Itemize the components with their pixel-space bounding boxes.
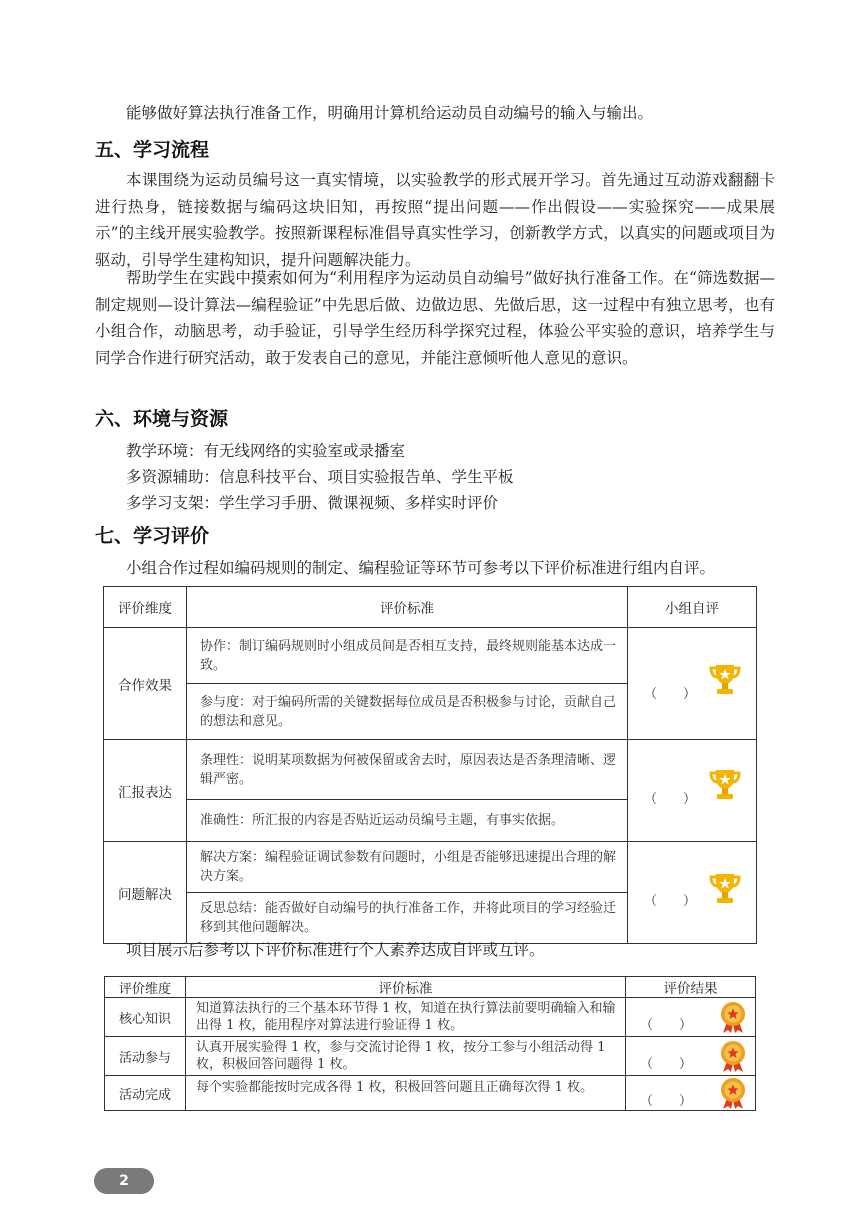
resource-line-scaffold: 多学习支架：学生学习手册、微课视频、多样实时评价 [126, 494, 499, 512]
score-blank: （ ） [644, 687, 697, 702]
criteria-cell: 知道算法执行的三个基本环节得 1 枚，知道在执行算法前要明确输入和输出得 1 枚，能用程序对算法进行验证得 1 枚。 [186, 998, 626, 1037]
criteria-cell: 解决方案：编程验证调试参数有问题时，小组是否能够迅速提出合理的解决方案。 [187, 842, 628, 893]
dimension-cell: 问题解决 [104, 842, 187, 944]
score-blank: （ ） [644, 894, 697, 909]
table-row [104, 842, 757, 893]
table-header-dimension: 评价维度 [105, 977, 186, 998]
table-row [105, 998, 756, 1037]
result-cell [626, 1037, 756, 1076]
trophy-icon [708, 662, 742, 698]
resource-line-assist: 多资源辅助：信息科技平台、项目实验报告单、学生平板 [126, 468, 514, 486]
result-cell [626, 998, 756, 1037]
table-row [104, 628, 757, 684]
table-header-result: 评价结果 [626, 977, 756, 998]
criteria-cell: 协作：制订编码规则时小组成员间是否相互支持，最终规则能基本达成一致。 [187, 628, 628, 684]
criteria-cell: 反思总结：能否做好自动编号的执行准备工作，并将此项目的学习经验迁移到其他问题解决。 [187, 893, 628, 944]
trophy-icon [708, 767, 742, 803]
intro-paragraph: 能够做好算法执行准备工作，明确用计算机给运动员自动编号的输入与输出。 [126, 104, 654, 122]
section-5-paragraph-2: 帮助学生在实践中摸索如何为“利用程序为运动员自动编号”做好执行准备工作。在“筛选数据—制定规则—设计算法—编程验证”中先思后做、边做边思、先做后思，这一过程中有独立思考，也有小组合作，动脑思考，动手验证，引导学生经历科学探究过程，体验公平实验的意识，培养学生与同学合作进行研究活动，敢于发表自己的意见，并能注意倾听他人意见的意识。 [95, 269, 775, 367]
table-header-criteria: 评价标准 [187, 587, 628, 628]
medal-icon [718, 1076, 748, 1110]
score-blank: （ ） [644, 792, 697, 807]
table-header-criteria: 评价标准 [186, 977, 626, 998]
group-evaluation-table [103, 586, 757, 944]
evaluation-intro: 小组合作过程如编码规则的制定、编程验证等环节可参考以下评价标准进行组内自评。 [126, 559, 716, 577]
table-header-row [104, 587, 757, 628]
self-eval-cell [628, 740, 757, 842]
trophy-icon [708, 871, 742, 907]
score-blank: （ ） [640, 1057, 693, 1072]
criteria-cell: 准确性：所汇报的内容是否贴近运动员编号主题，有事实依据。 [187, 800, 628, 842]
self-eval-cell [628, 842, 757, 944]
table-header-row [105, 977, 756, 998]
dimension-cell: 活动参与 [105, 1037, 186, 1076]
section-7-heading: 七、学习评价 [95, 525, 210, 547]
page-number-badge: 2 [94, 1168, 154, 1194]
self-eval-cell [628, 628, 757, 740]
dimension-cell: 合作效果 [104, 628, 187, 740]
medal-icon [718, 1039, 748, 1073]
dimension-cell: 汇报表达 [104, 740, 187, 842]
section-5-paragraph-1: 本课围绕为运动员编号这一真实情境，以实验教学的形式展开学习。首先通过互动游戏翻翻卡进行热身，链接数据与编码这块旧知，再按照“提出问题——作出假设——实验探究——成果展示”的主线开展实验教学。按照新课程标准倡导真实性学习，创新教学方式，以真实的问题或项目为驱动，引导学生建构知识，提升问题解决能力。 [95, 171, 775, 269]
section-6-heading: 六、环境与资源 [95, 408, 229, 430]
table-header-self-eval: 小组自评 [628, 587, 757, 628]
criteria-cell: 条理性：说明某项数据为何被保留或舍去时，原因表达是否条理清晰、逻辑严密。 [187, 740, 628, 800]
dimension-cell: 活动完成 [105, 1076, 186, 1111]
table-row [105, 1076, 756, 1111]
criteria-cell: 每个实验都能按时完成各得 1 枚，积极回答问题且正确每次得 1 枚。 [186, 1076, 626, 1111]
table-row [105, 1037, 756, 1076]
score-blank: （ ） [640, 1018, 693, 1033]
score-blank: （ ） [640, 1094, 693, 1109]
criteria-cell: 参与度：对于编码所需的关键数据每位成员是否积极参与讨论，贡献自己的想法和意见。 [187, 684, 628, 740]
criteria-cell: 认真开展实验得 1 枚，参与交流讨论得 1 枚，按分工参与小组活动得 1 枚，积极回答问题得 1 枚。 [186, 1037, 626, 1076]
evaluation-intro-2: 项目展示后参考以下评价标准进行个人素养达成自评或互评。 [126, 941, 545, 959]
dimension-cell: 核心知识 [105, 998, 186, 1037]
section-5-heading: 五、学习流程 [95, 139, 210, 161]
medal-icon [718, 1000, 748, 1034]
table-header-dimension: 评价维度 [104, 587, 187, 628]
resource-line-environment: 教学环境：有无线网络的实验室或录播室 [126, 442, 406, 460]
table-row [104, 740, 757, 800]
personal-evaluation-table [104, 976, 756, 1111]
result-cell [626, 1076, 756, 1111]
